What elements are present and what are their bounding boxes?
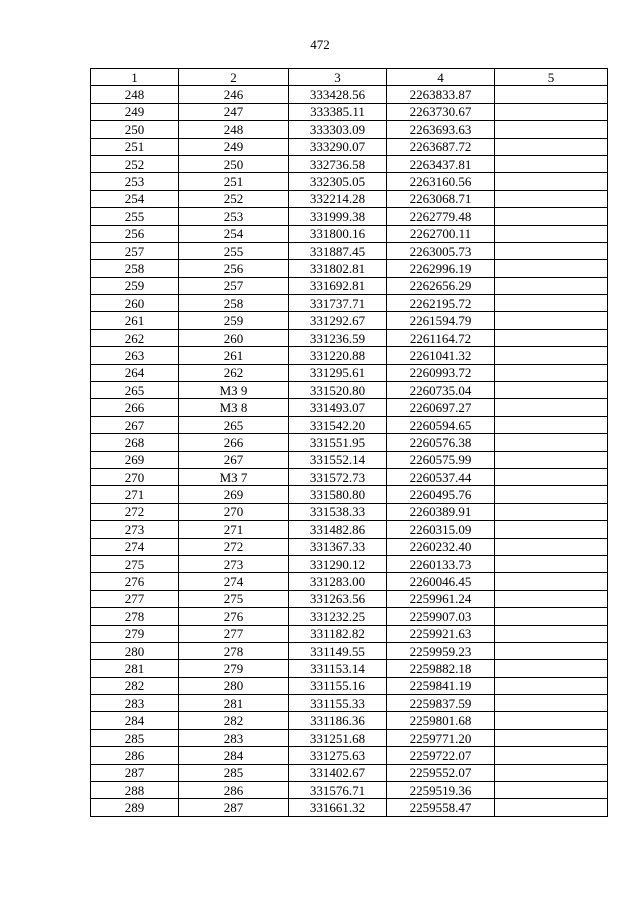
point-number-cell: 274 [91, 538, 179, 555]
point-number-cell: 284 [91, 712, 179, 729]
table-row [91, 103, 608, 120]
point-number-cell: 257 [91, 242, 179, 259]
source-point-cell: 276 [179, 608, 289, 625]
point-number-cell: 271 [91, 486, 179, 503]
note-cell [495, 608, 608, 625]
table-row [91, 538, 608, 555]
y-coordinate-cell: 2260735.04 [387, 382, 495, 399]
source-point-cell: 258 [179, 295, 289, 312]
point-number-cell: 282 [91, 677, 179, 694]
note-cell [495, 677, 608, 694]
y-coordinate-cell: 2262656.29 [387, 277, 495, 294]
y-coordinate-cell: 2261594.79 [387, 312, 495, 329]
note-cell [495, 590, 608, 607]
table-row [91, 677, 608, 694]
source-point-cell: 253 [179, 208, 289, 225]
source-point-cell: 246 [179, 86, 289, 103]
page-number: 472 [310, 37, 330, 52]
header-cell-5: 5 [495, 69, 608, 86]
y-coordinate-cell: 2260993.72 [387, 364, 495, 381]
x-coordinate-cell: 331149.55 [289, 642, 387, 659]
coordinates-table [90, 68, 608, 817]
table-row [91, 121, 608, 138]
source-point-cell: 267 [179, 451, 289, 468]
note-cell [495, 208, 608, 225]
point-number-cell: 285 [91, 729, 179, 746]
x-coordinate-cell: 331572.73 [289, 468, 387, 485]
note-cell [495, 138, 608, 155]
source-point-cell: 279 [179, 660, 289, 677]
table-row [91, 573, 608, 590]
x-coordinate-cell: 332214.28 [289, 190, 387, 207]
header-row [91, 69, 608, 86]
header-cell-2: 2 [179, 69, 289, 86]
source-point-cell: 270 [179, 503, 289, 520]
source-point-cell: 275 [179, 590, 289, 607]
point-number-cell: 273 [91, 521, 179, 538]
note-cell [495, 538, 608, 555]
x-coordinate-cell: 331482.86 [289, 521, 387, 538]
table-row [91, 503, 608, 520]
point-number-cell: 250 [91, 121, 179, 138]
y-coordinate-cell: 2259552.07 [387, 764, 495, 781]
source-point-cell: 282 [179, 712, 289, 729]
table-row [91, 382, 608, 399]
y-coordinate-cell: 2259801.68 [387, 712, 495, 729]
source-point-cell: 269 [179, 486, 289, 503]
y-coordinate-cell: 2260046.45 [387, 573, 495, 590]
source-point-cell: 250 [179, 155, 289, 172]
note-cell [495, 103, 608, 120]
table-row [91, 277, 608, 294]
point-number-cell: 281 [91, 660, 179, 677]
source-point-cell: 256 [179, 260, 289, 277]
y-coordinate-cell: 2263068.71 [387, 190, 495, 207]
point-number-cell: 265 [91, 382, 179, 399]
x-coordinate-cell: 331493.07 [289, 399, 387, 416]
source-point-cell: 255 [179, 242, 289, 259]
y-coordinate-cell: 2263160.56 [387, 173, 495, 190]
y-coordinate-cell: 2260133.73 [387, 555, 495, 572]
note-cell [495, 521, 608, 538]
y-coordinate-cell: 2260537.44 [387, 468, 495, 485]
x-coordinate-cell: 331292.67 [289, 312, 387, 329]
y-coordinate-cell: 2259558.47 [387, 799, 495, 816]
y-coordinate-cell: 2262195.72 [387, 295, 495, 312]
source-point-cell: 281 [179, 695, 289, 712]
point-number-cell: 261 [91, 312, 179, 329]
point-number-cell: 249 [91, 103, 179, 120]
x-coordinate-cell: 331232.25 [289, 608, 387, 625]
table-row [91, 86, 608, 103]
table-row [91, 155, 608, 172]
y-coordinate-cell: 2260575.99 [387, 451, 495, 468]
x-coordinate-cell: 331576.71 [289, 782, 387, 799]
y-coordinate-cell: 2263693.63 [387, 121, 495, 138]
source-point-cell: 274 [179, 573, 289, 590]
y-coordinate-cell: 2263005.73 [387, 242, 495, 259]
y-coordinate-cell: 2260495.76 [387, 486, 495, 503]
y-coordinate-cell: 2259841.19 [387, 677, 495, 694]
table-row [91, 782, 608, 799]
source-point-cell: МЗ 7 [179, 468, 289, 485]
source-point-cell: 254 [179, 225, 289, 242]
y-coordinate-cell: 2259907.03 [387, 608, 495, 625]
source-point-cell: 266 [179, 434, 289, 451]
x-coordinate-cell: 332305.05 [289, 173, 387, 190]
source-point-cell: 277 [179, 625, 289, 642]
note-cell [495, 695, 608, 712]
point-number-cell: 264 [91, 364, 179, 381]
y-coordinate-cell: 2263437.81 [387, 155, 495, 172]
table-row [91, 799, 608, 816]
x-coordinate-cell: 331580.80 [289, 486, 387, 503]
note-cell [495, 642, 608, 659]
x-coordinate-cell: 333428.56 [289, 86, 387, 103]
x-coordinate-cell: 331737.71 [289, 295, 387, 312]
x-coordinate-cell: 331182.82 [289, 625, 387, 642]
point-number-cell: 266 [91, 399, 179, 416]
note-cell [495, 121, 608, 138]
table-row [91, 399, 608, 416]
table-row [91, 451, 608, 468]
point-number-cell: 277 [91, 590, 179, 607]
x-coordinate-cell: 331275.63 [289, 747, 387, 764]
table-row [91, 555, 608, 572]
y-coordinate-cell: 2261164.72 [387, 329, 495, 346]
y-coordinate-cell: 2260697.27 [387, 399, 495, 416]
note-cell [495, 277, 608, 294]
source-point-cell: 283 [179, 729, 289, 746]
y-coordinate-cell: 2259959.23 [387, 642, 495, 659]
x-coordinate-cell: 331153.14 [289, 660, 387, 677]
table-row [91, 608, 608, 625]
table-row [91, 347, 608, 364]
table-header [91, 69, 608, 86]
table-row [91, 521, 608, 538]
point-number-cell: 289 [91, 799, 179, 816]
note-cell [495, 747, 608, 764]
note-cell [495, 555, 608, 572]
note-cell [495, 155, 608, 172]
table-row [91, 190, 608, 207]
y-coordinate-cell: 2260389.91 [387, 503, 495, 520]
point-number-cell: 283 [91, 695, 179, 712]
x-coordinate-cell: 331551.95 [289, 434, 387, 451]
note-cell [495, 242, 608, 259]
x-coordinate-cell: 331220.88 [289, 347, 387, 364]
x-coordinate-cell: 331155.16 [289, 677, 387, 694]
y-coordinate-cell: 2263833.87 [387, 86, 495, 103]
point-number-cell: 252 [91, 155, 179, 172]
source-point-cell: 259 [179, 312, 289, 329]
point-number-cell: 278 [91, 608, 179, 625]
point-number-cell: 258 [91, 260, 179, 277]
source-point-cell: 262 [179, 364, 289, 381]
x-coordinate-cell: 331999.38 [289, 208, 387, 225]
y-coordinate-cell: 2259921.63 [387, 625, 495, 642]
source-point-cell: 248 [179, 121, 289, 138]
table-row [91, 590, 608, 607]
source-point-cell: 260 [179, 329, 289, 346]
y-coordinate-cell: 2262996.19 [387, 260, 495, 277]
note-cell [495, 712, 608, 729]
table-row [91, 416, 608, 433]
point-number-cell: 286 [91, 747, 179, 764]
point-number-cell: 259 [91, 277, 179, 294]
table-row [91, 329, 608, 346]
x-coordinate-cell: 331402.67 [289, 764, 387, 781]
table-row [91, 695, 608, 712]
note-cell [495, 260, 608, 277]
source-point-cell: 273 [179, 555, 289, 572]
point-number-cell: 251 [91, 138, 179, 155]
source-point-cell: 285 [179, 764, 289, 781]
source-point-cell: 247 [179, 103, 289, 120]
y-coordinate-cell: 2259837.59 [387, 695, 495, 712]
source-point-cell: 287 [179, 799, 289, 816]
note-cell [495, 86, 608, 103]
header-cell-1: 1 [91, 69, 179, 86]
x-coordinate-cell: 331802.81 [289, 260, 387, 277]
table-row [91, 312, 608, 329]
x-coordinate-cell: 331295.61 [289, 364, 387, 381]
y-coordinate-cell: 2259722.07 [387, 747, 495, 764]
note-cell [495, 364, 608, 381]
note-cell [495, 764, 608, 781]
y-coordinate-cell: 2259961.24 [387, 590, 495, 607]
point-number-cell: 280 [91, 642, 179, 659]
x-coordinate-cell: 331155.33 [289, 695, 387, 712]
table-row [91, 642, 608, 659]
source-point-cell: 249 [179, 138, 289, 155]
x-coordinate-cell: 331661.32 [289, 799, 387, 816]
y-coordinate-cell: 2263687.72 [387, 138, 495, 155]
note-cell [495, 573, 608, 590]
x-coordinate-cell: 331186.36 [289, 712, 387, 729]
point-number-cell: 275 [91, 555, 179, 572]
note-cell [495, 190, 608, 207]
x-coordinate-cell: 331520.80 [289, 382, 387, 399]
note-cell [495, 782, 608, 799]
note-cell [495, 399, 608, 416]
x-coordinate-cell: 333385.11 [289, 103, 387, 120]
table-row [91, 486, 608, 503]
note-cell [495, 434, 608, 451]
x-coordinate-cell: 333290.07 [289, 138, 387, 155]
note-cell [495, 625, 608, 642]
source-point-cell: 261 [179, 347, 289, 364]
table-row [91, 729, 608, 746]
source-point-cell: 284 [179, 747, 289, 764]
point-number-cell: 263 [91, 347, 179, 364]
point-number-cell: 253 [91, 173, 179, 190]
x-coordinate-cell: 331251.68 [289, 729, 387, 746]
note-cell [495, 312, 608, 329]
table-body [91, 86, 608, 816]
y-coordinate-cell: 2259519.36 [387, 782, 495, 799]
table-row [91, 764, 608, 781]
table-row [91, 260, 608, 277]
y-coordinate-cell: 2262779.48 [387, 208, 495, 225]
point-number-cell: 267 [91, 416, 179, 433]
note-cell [495, 347, 608, 364]
x-coordinate-cell: 331236.59 [289, 329, 387, 346]
source-point-cell: 257 [179, 277, 289, 294]
source-point-cell: 271 [179, 521, 289, 538]
note-cell [495, 173, 608, 190]
table-row [91, 434, 608, 451]
source-point-cell: 272 [179, 538, 289, 555]
note-cell [495, 503, 608, 520]
point-number-cell: 269 [91, 451, 179, 468]
point-number-cell: 254 [91, 190, 179, 207]
x-coordinate-cell: 331538.33 [289, 503, 387, 520]
header-cell-4: 4 [387, 69, 495, 86]
source-point-cell: 278 [179, 642, 289, 659]
table-row [91, 295, 608, 312]
note-cell [495, 416, 608, 433]
x-coordinate-cell: 331263.56 [289, 590, 387, 607]
note-cell [495, 468, 608, 485]
table-row [91, 364, 608, 381]
y-coordinate-cell: 2261041.32 [387, 347, 495, 364]
note-cell [495, 729, 608, 746]
point-number-cell: 276 [91, 573, 179, 590]
x-coordinate-cell: 333303.09 [289, 121, 387, 138]
point-number-cell: 288 [91, 782, 179, 799]
source-point-cell: 251 [179, 173, 289, 190]
y-coordinate-cell: 2263730.67 [387, 103, 495, 120]
table-row [91, 242, 608, 259]
table-row [91, 225, 608, 242]
source-point-cell: 265 [179, 416, 289, 433]
x-coordinate-cell: 331800.16 [289, 225, 387, 242]
note-cell [495, 660, 608, 677]
point-number-cell: 270 [91, 468, 179, 485]
table-row [91, 208, 608, 225]
y-coordinate-cell: 2262700.11 [387, 225, 495, 242]
source-point-cell: 286 [179, 782, 289, 799]
point-number-cell: 272 [91, 503, 179, 520]
source-point-cell: 280 [179, 677, 289, 694]
table-row [91, 712, 608, 729]
table-row [91, 660, 608, 677]
point-number-cell: 268 [91, 434, 179, 451]
x-coordinate-cell: 331283.00 [289, 573, 387, 590]
note-cell [495, 451, 608, 468]
x-coordinate-cell: 331692.81 [289, 277, 387, 294]
note-cell [495, 486, 608, 503]
point-number-cell: 255 [91, 208, 179, 225]
table-row [91, 747, 608, 764]
x-coordinate-cell: 331367.33 [289, 538, 387, 555]
table-row [91, 468, 608, 485]
point-number-cell: 260 [91, 295, 179, 312]
table-row [91, 625, 608, 642]
source-point-cell: 252 [179, 190, 289, 207]
note-cell [495, 225, 608, 242]
y-coordinate-cell: 2259771.20 [387, 729, 495, 746]
note-cell [495, 329, 608, 346]
x-coordinate-cell: 331887.45 [289, 242, 387, 259]
y-coordinate-cell: 2260315.09 [387, 521, 495, 538]
note-cell [495, 382, 608, 399]
point-number-cell: 262 [91, 329, 179, 346]
source-point-cell: МЗ 8 [179, 399, 289, 416]
y-coordinate-cell: 2260232.40 [387, 538, 495, 555]
header-cell-3: 3 [289, 69, 387, 86]
point-number-cell: 256 [91, 225, 179, 242]
table-row [91, 138, 608, 155]
point-number-cell: 279 [91, 625, 179, 642]
x-coordinate-cell: 331290.12 [289, 555, 387, 572]
source-point-cell: МЗ 9 [179, 382, 289, 399]
x-coordinate-cell: 332736.58 [289, 155, 387, 172]
point-number-cell: 287 [91, 764, 179, 781]
x-coordinate-cell: 331542.20 [289, 416, 387, 433]
y-coordinate-cell: 2260576.38 [387, 434, 495, 451]
y-coordinate-cell: 2260594.65 [387, 416, 495, 433]
note-cell [495, 799, 608, 816]
note-cell [495, 295, 608, 312]
y-coordinate-cell: 2259882.18 [387, 660, 495, 677]
table-row [91, 173, 608, 190]
x-coordinate-cell: 331552.14 [289, 451, 387, 468]
point-number-cell: 248 [91, 86, 179, 103]
